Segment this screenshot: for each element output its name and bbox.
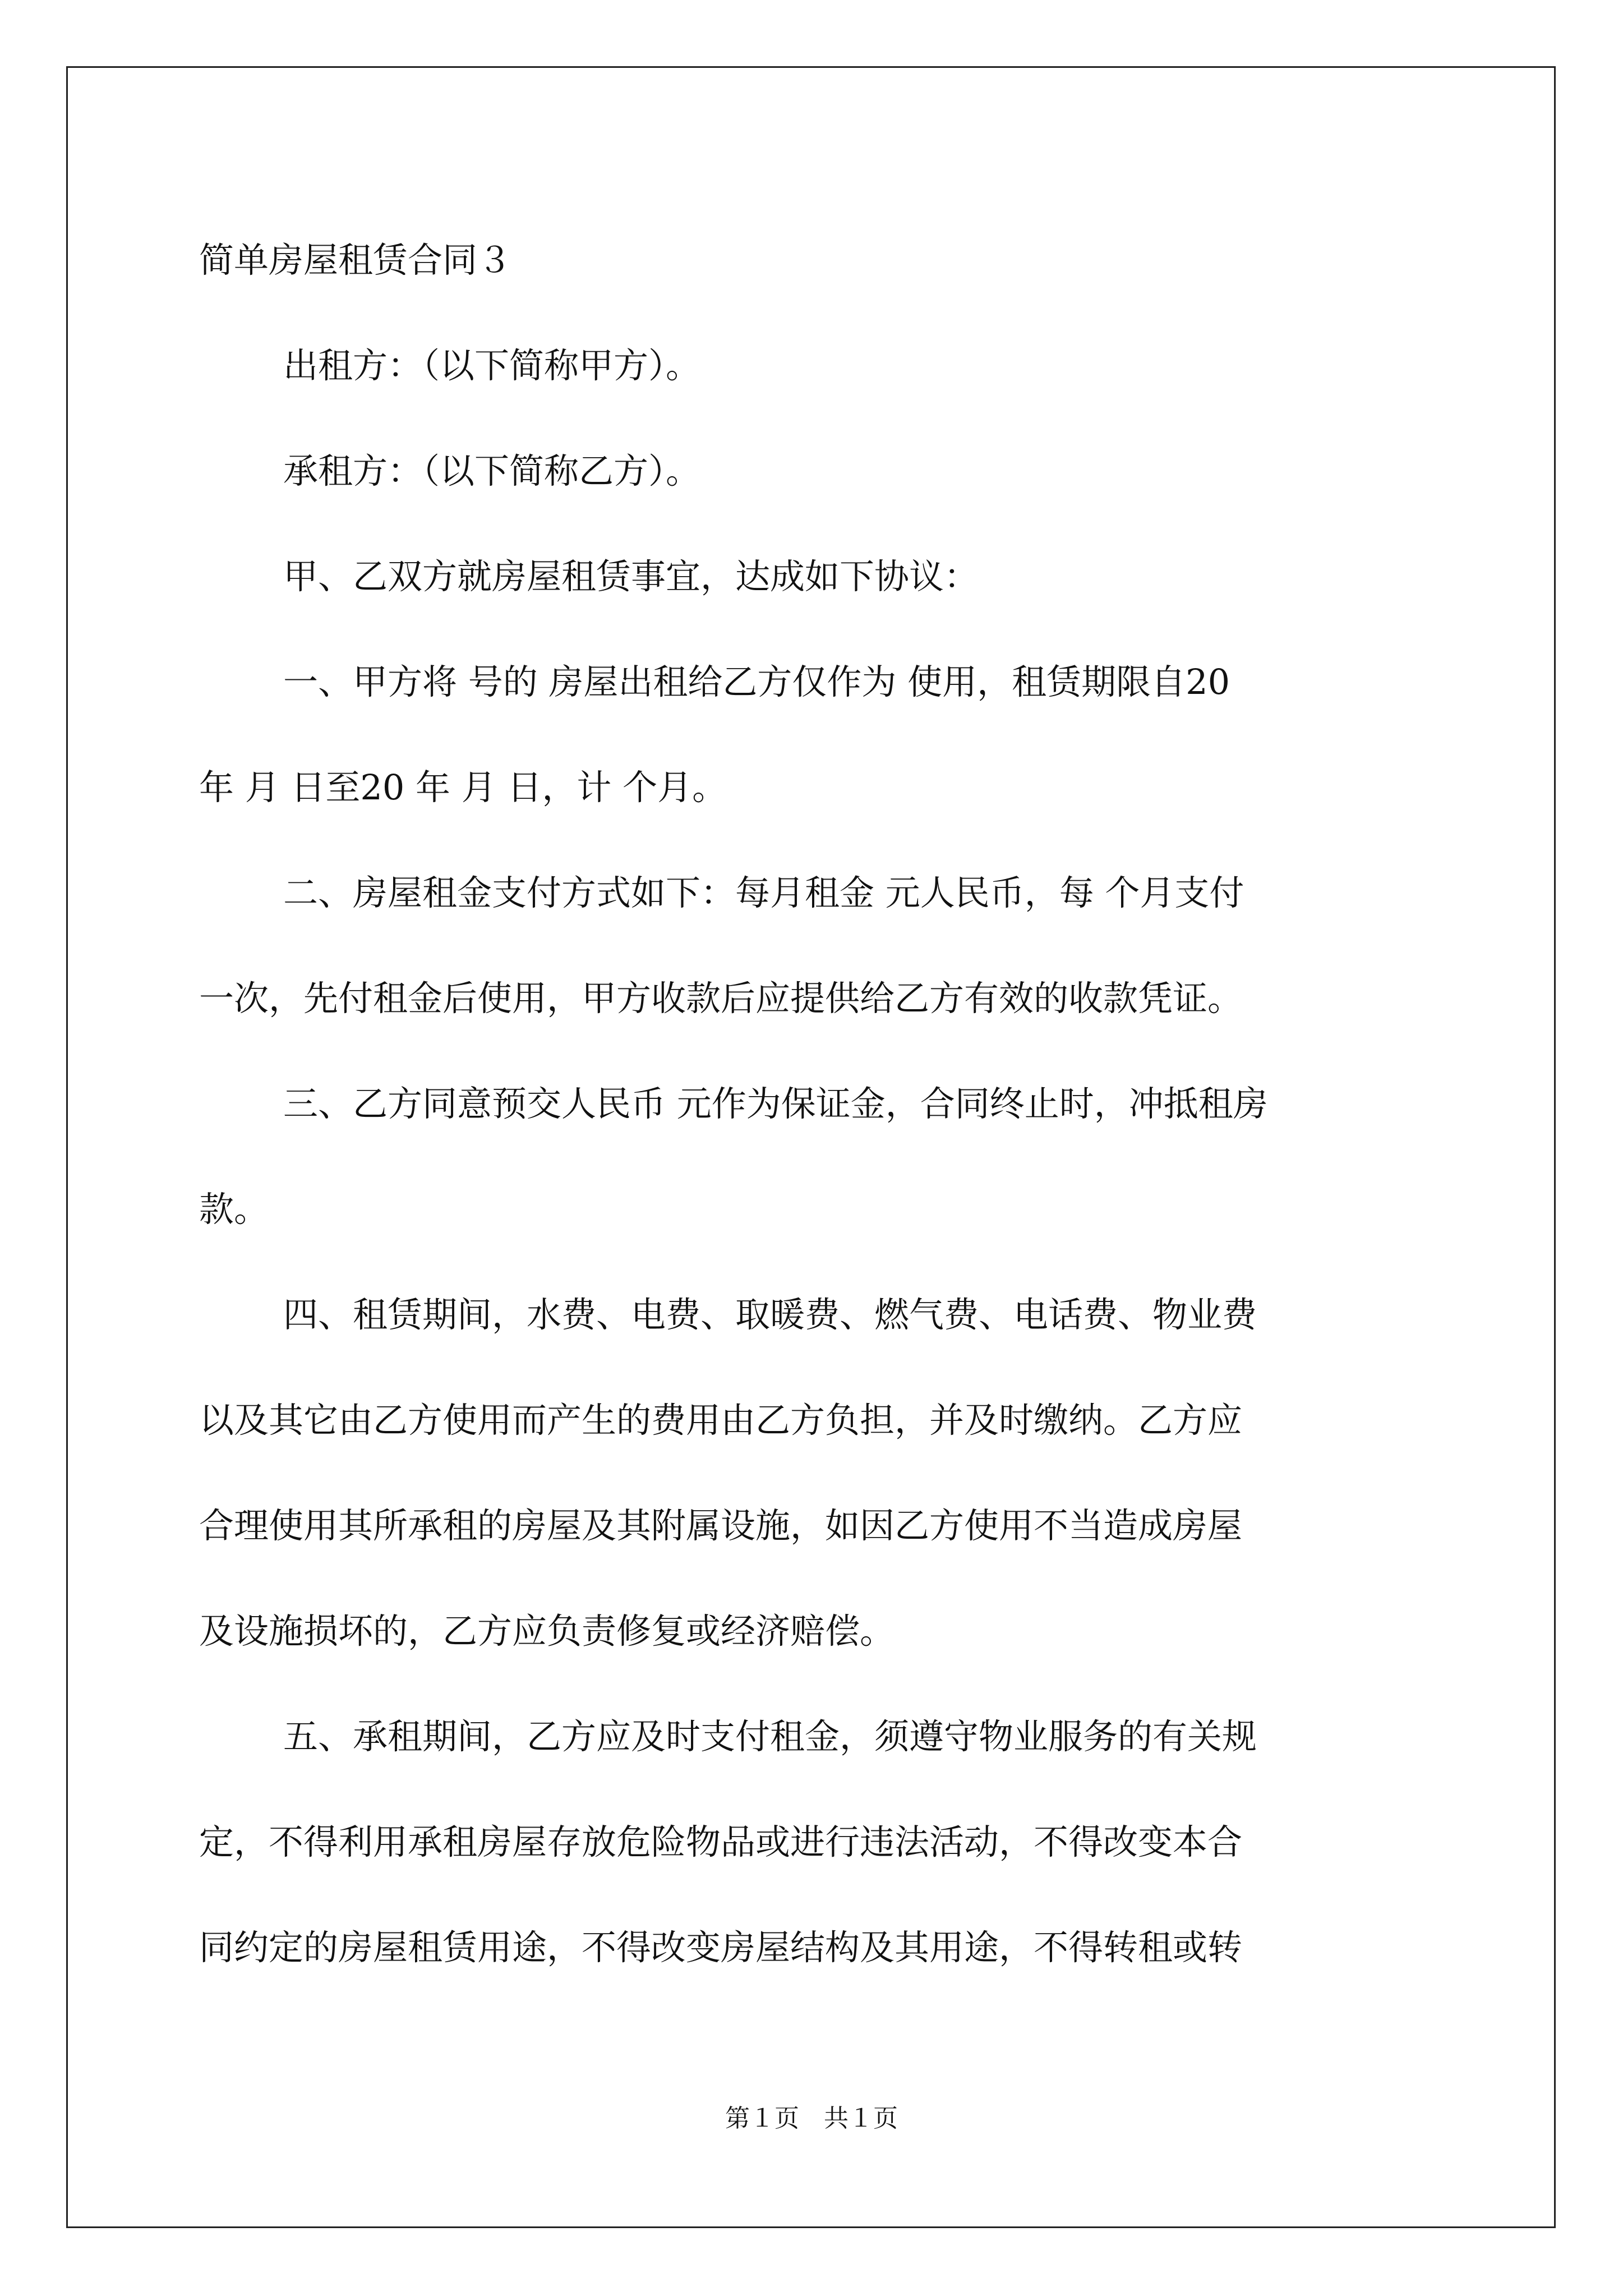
page-number-footer: 第１页 共１页 — [725, 2104, 898, 2133]
clause-3-line-1: 三、乙方同意预交人民币 元作为保证金，合同终止时，冲抵租房 — [283, 1083, 1268, 1124]
clause-2-line-2: 一次，先付租金后使用，甲方收款后应提供给乙方有效的收款凭证。 — [199, 978, 1243, 1019]
clause-4-line-1: 四、租赁期间，水费、电费、取暖费、燃气费、电话费、物业费 — [283, 1294, 1257, 1335]
clause-3-line-2: 款。 — [199, 1189, 269, 1230]
paragraph-lessee: 承租方：（以下简称乙方）。 — [283, 450, 701, 491]
document-body — [199, 208, 1427, 2000]
clause-1-line-1: 一、甲方将 号的 房屋出租给乙方仅作为 使用，租赁期限自20 — [283, 661, 1230, 702]
clause-1-line-2: 年 月 日至20 年 月 日，计 个月。 — [199, 767, 727, 808]
clause-4-line-3: 合理使用其所承租的房屋及其附属设施，如因乙方使用不当造成房屋 — [199, 1505, 1243, 1546]
clause-2-line-1: 二、房屋租金支付方式如下：每月租金 元人民币，每 个月支付 — [283, 872, 1244, 913]
clause-5-line-1: 五、承租期间，乙方应及时支付租金，须遵守物业服务的有关规 — [283, 1716, 1257, 1757]
clause-5-line-3: 同约定的房屋租赁用途，不得改变房屋结构及其用途，不得转租或转 — [199, 1927, 1243, 1968]
clause-4-line-2: 以及其它由乙方使用而产生的费用由乙方负担，并及时缴纳。乙方应 — [199, 1400, 1243, 1441]
document-title: 简单房屋租赁合同３ — [199, 240, 513, 280]
paragraph-agreement-intro: 甲、乙双方就房屋租赁事宜，达成如下协议： — [283, 556, 979, 597]
clause-5-line-2: 定，不得利用承租房屋存放危险物品或进行违法活动，不得改变本合 — [199, 1821, 1243, 1862]
paragraph-lessor: 出租方：（以下简称甲方）。 — [283, 345, 701, 386]
clause-4-line-4: 及设施损坏的，乙方应负责修复或经济赔偿。 — [199, 1611, 895, 1651]
